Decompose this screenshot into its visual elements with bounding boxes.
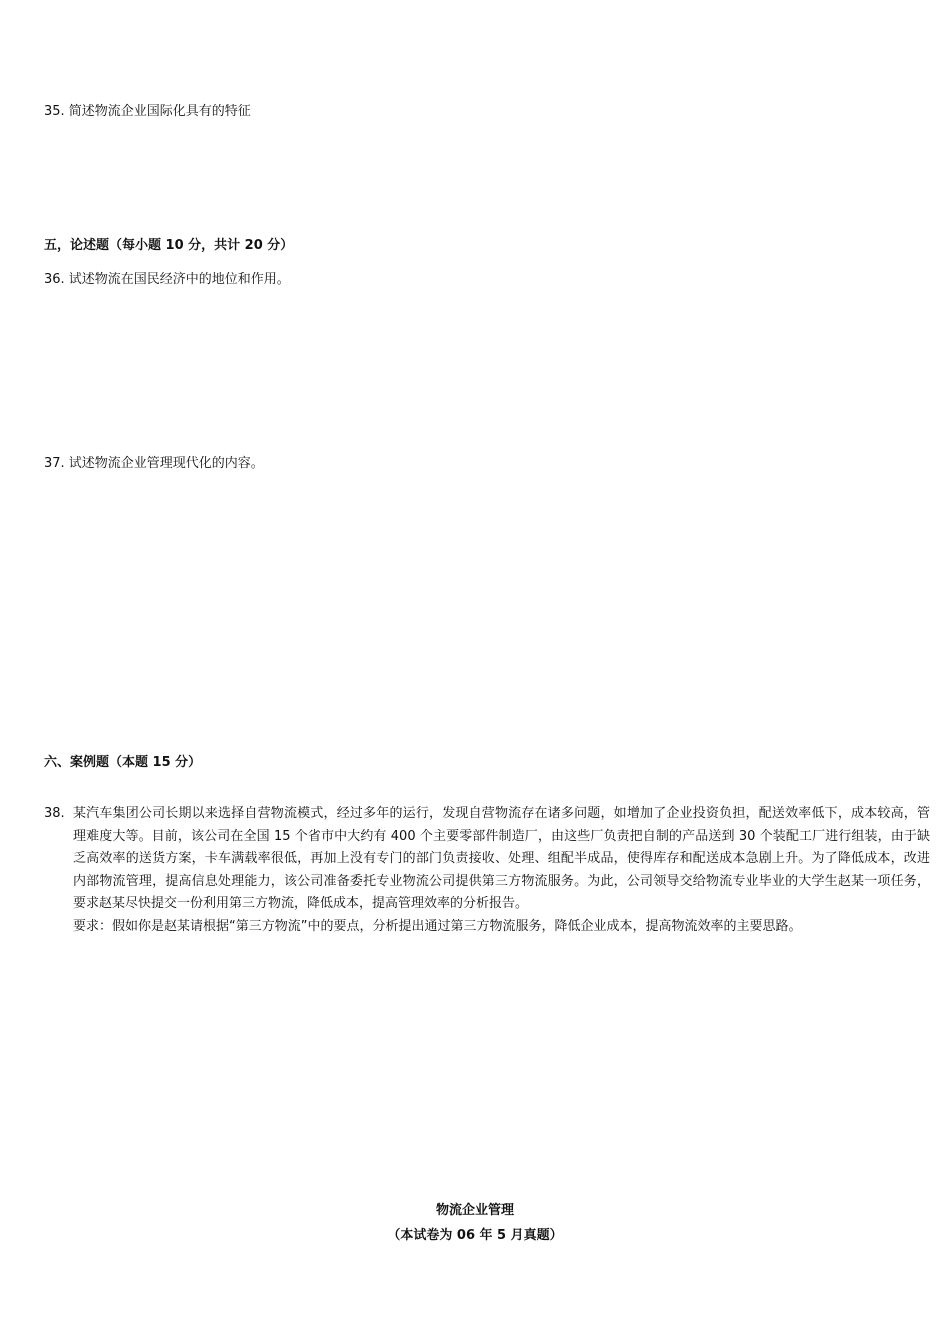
section-5-heading: 五，论述题（每小题 10 分，共计 20 分） [44, 238, 294, 253]
question-36: 36. 试述物流在国民经济中的地位和作用。 [44, 272, 290, 287]
question-38-passage: 某汽车集团公司长期以来选择自营物流模式，经过多年的运行，发现自营物流存在诸多问题，如增加了企业投资负担，配送效率低下，成本较高，管理难度大等。目前，该公司在全国 15 个省市中大约有 400 个主要零部件制造厂，由这些厂负责把自制的产品送到 30 个装配工厂进行组装，由于缺乏高效率的送货方案，卡车满载率很低，再加上没有专门的部门负责接收、处理、组配半成品，使得库存和配送成本急剧上升。为了降低成本，改进内部物流管理，提高信息处理能力，该公司准备委托专业物流公司提供第三方物流服务。为此，公司领导交给物流专业毕业的大学生赵某一项任务，要求赵某尽快提交一份利用第三方物流，降低成本，提高管理效率的分析报告。 [73, 806, 930, 911]
question-38-body [73, 803, 930, 938]
section-6-heading: 六、案例题（本题 15 分） [44, 755, 202, 770]
footer-title: 物流企业管理 [435, 1203, 514, 1218]
question-38-requirement: 要求：假如你是赵某请根据“第三方物流”中的要点，分析提出通过第三方物流服务，降低企业成本，提高物流效率的主要思路。 [73, 918, 802, 934]
question-38-number: 38. [44, 806, 65, 821]
question-38 [44, 803, 930, 938]
footer-subtitle: （本试卷为 06 年 5 月真题） [387, 1228, 563, 1243]
question-35: 35. 简述物流企业国际化具有的特征 [44, 104, 251, 119]
question-37: 37. 试述物流企业管理现代化的内容。 [44, 456, 264, 471]
